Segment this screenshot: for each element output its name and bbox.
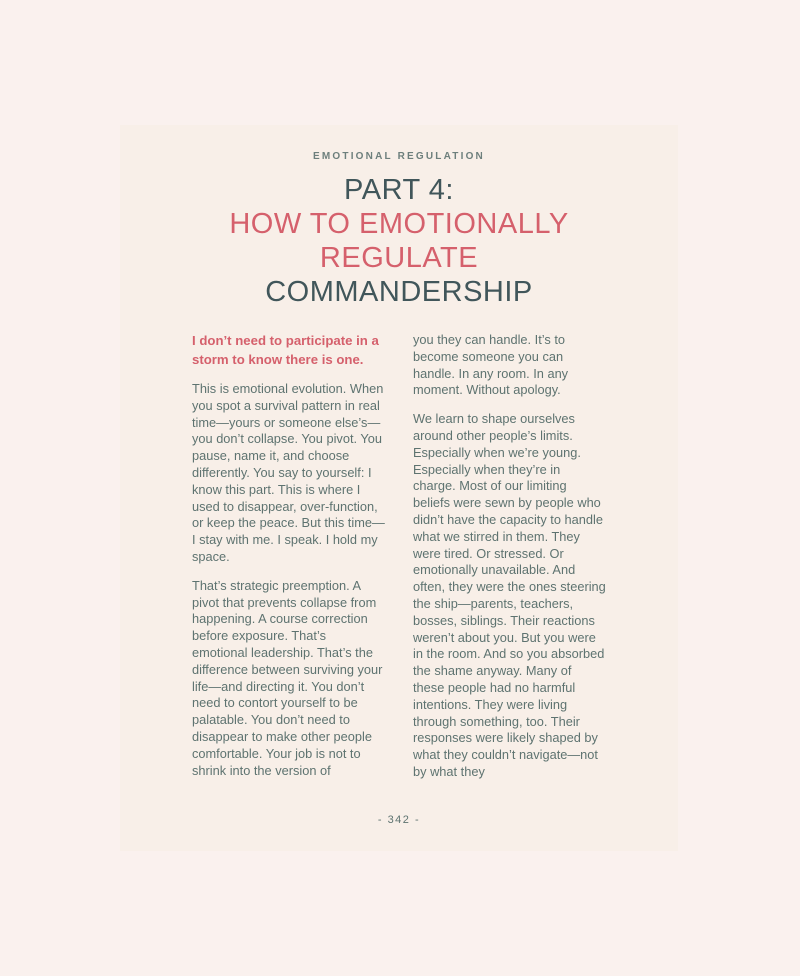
left-column <box>192 332 385 781</box>
page-title <box>156 173 642 309</box>
book-page <box>120 125 678 851</box>
body-paragraph: This is emotional evolution. When you spot a survival pattern in real time—yours or someone else’s—you don’t collapse. You pivot. You pause, name it, and choose differently. You say to yourself: I know this part. This is where I used to disappear, over-function, or keep the peace. But this time—I stay with me. I speak. I hold my space. <box>192 381 385 564</box>
title-closing: COMMANDERSHIP <box>265 276 533 308</box>
lead-sentence: I don’t need to participate in a storm to know there is one. <box>192 333 379 367</box>
right-column <box>413 332 606 781</box>
section-kicker: EMOTIONAL REGULATION <box>313 151 485 162</box>
body-paragraph: We learn to shape ourselves around other people’s limits. Especially when we’re young. Especially when they’re in charge. Most of our limiting beliefs were sewn by people who didn’t have the capacity to handle what we stirred in them. They were tired. Or stressed. Or emotionally unavailable. And often, they were the ones steering the ship—parents, teachers, bosses, siblings. Their reactions weren’t about you. But you were in the room. And so you absorbed the shame anyway. Many of these people had no harmful intentions. They were living through something, too. Their responses were likely shaped by what they couldn’t navigate—not by what they <box>413 411 606 779</box>
title-part-label: PART 4: <box>344 174 454 206</box>
body-paragraph: That’s strategic preemption. A pivot that prevents collapse from happening. A course correction before exposure. That’s emotional leadership. That’s the difference between surviving your life—and directing it. You don’t need to contort yourself to be palatable. You don’t need to disappear to make other people comfortable. Your job is not to shrink into the version of <box>192 577 383 778</box>
title-highlight: HOW TO EMOTIONALLY REGULATE <box>229 208 569 274</box>
body-paragraph: you they can handle. It’s to become someone you can handle. In any room. In any moment. Without apology. <box>413 332 569 398</box>
text-columns <box>192 332 606 781</box>
page-number: - 342 - <box>377 814 421 826</box>
